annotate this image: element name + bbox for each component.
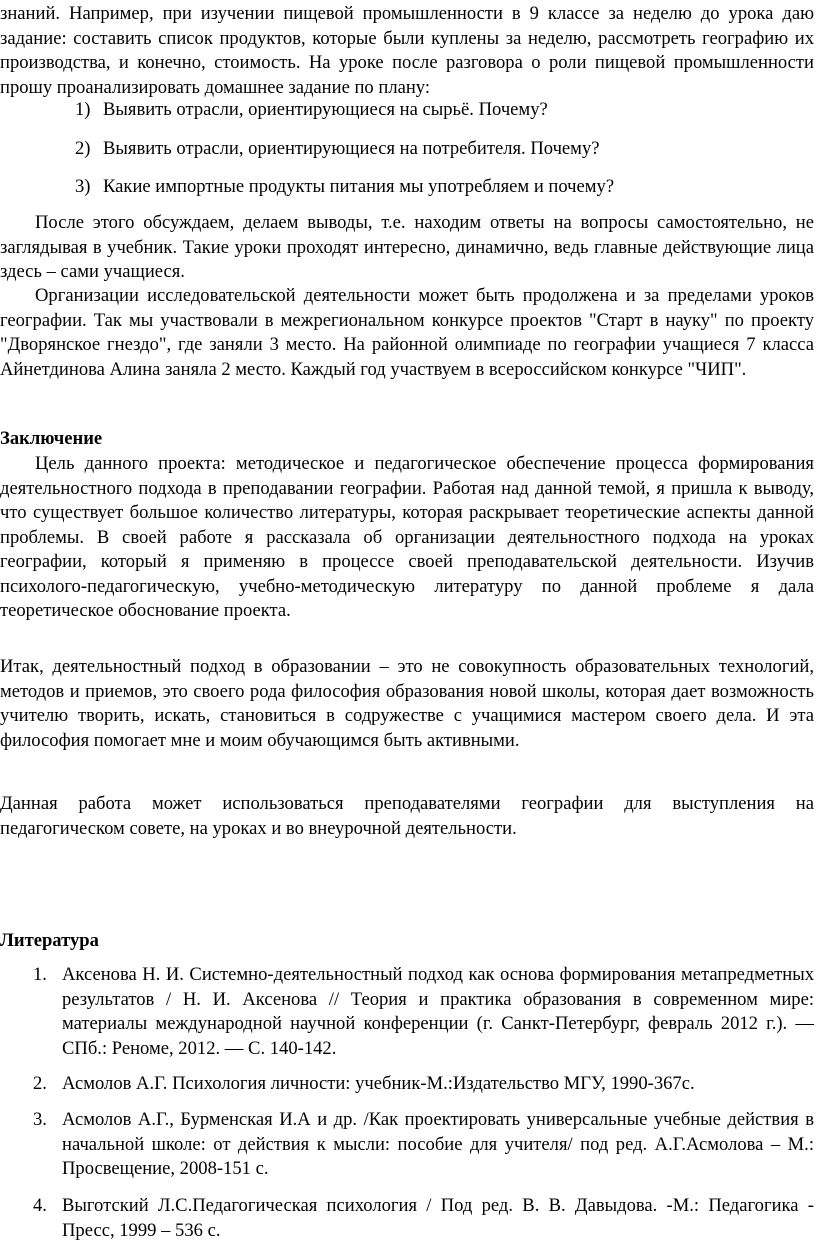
conclusion-paragraph: Данная работа может использоваться преподавателями географии для выступления на педагогическом совете, на уроках и во внеурочной деятельности.: [0, 793, 814, 839]
body-paragraph: После этого обсуждаем, делаем выводы, т.е. находим ответы на вопросы самостоятельно, не заглядывая в учебник. Такие уроки проходят интересно, динамично, ведь главные действующие лица здесь – сами учащиеся.: [0, 212, 814, 282]
conclusion-paragraph: Цель данного проекта: методическое и педагогическое обеспечение процесса формирования деятельностного подхода в преподавании географии. Работая над данной темой, я пришла к выводу, что существует большое количество литературы, которая раскрывает теоретические аспекты данной проблемы. В своей работе я рассказала об организации деятельностного подхода на уроках географии, который я применяю в процессе своей преподавательской деятельности. Изучив психолого-педагогическую, учебно-методическую литературу по данной проблеме я дала теоретическое обоснование проекта.: [0, 453, 814, 621]
intro-paragraph: знаний. Например, при изучении пищевой промышленности в 9 классе за неделю до урока даю задание: составить список продуктов, которые были куплены за неделю, рассмотреть географию их производства, и конечно, стоимость. На уроке после разговора о роли пищевой промышленности прошу проанализировать домашнее задание по плану:: [0, 3, 814, 98]
plan-item-number: 2): [75, 138, 91, 159]
literature-item-text: Аксенова Н. И. Системно-деятельностный подход как основа формирования метапредметных результатов / Н. И. Аксенова // Теория и практика образования в современном мире: материалы международной научной конференции (г. Санкт-Петербург, февраль 2012 г.). — СПб.: Реноме, 2012. — С. 140-142.: [62, 964, 814, 1059]
plan-item-text: Выявить отрасли, ориентирующиеся на сырьё. Почему?: [103, 99, 548, 120]
literature-heading: Литература: [0, 930, 99, 951]
body-paragraph: Организации исследовательской деятельности может быть продолжена и за пределами уроков географии. Так мы участвовали в межрегиональном конкурсе проектов "Старт в науку" по проекту "Дворянское гнездо", где заняли 3 место. На районной олимпиаде по географии учащиеся 7 класса Айнетдинова Алина заняла 2 место. Каждый год участвуем в всероссийском конкурсе "ЧИП".: [0, 285, 814, 380]
conclusion-paragraph: Итак, деятельностный подход в образовании – это не совокупность образовательных технологий, методов и приемов, это своего рода философия образования новой школы, которая дает возможность учителю творить, искать, становиться в содружестве с учащимися мастером своего дела. И эта философия помогает мне и моим обучающимся быть активными.: [0, 656, 814, 751]
plan-item-text: Выявить отрасли, ориентирующиеся на потребителя. Почему?: [103, 138, 600, 159]
literature-item-text: Асмолов А.Г. Психология личности: учебник-М.:Издательство МГУ, 1990-367с.: [62, 1073, 695, 1094]
plan-item-number: 1): [75, 99, 91, 120]
literature-item-number: 2.: [33, 1073, 47, 1094]
literature-item-text: Выготский Л.С.Педагогическая психология / Под ред. В. В. Давыдова. -М.: Педагогика - Пресс, 1999 – 536 с.: [62, 1195, 814, 1241]
plan-item-text: Какие импортные продукты питания мы употребляем и почему?: [103, 176, 615, 197]
literature-item-text: Асмолов А.Г., Бурменская И.А и др. /Как проектировать универсальные учебные действия в начальной школе: от действия к мысли: пособие для учителя/ под ред. А.Г.Асмолова – М.: Просвещение, 2008-151 с.: [62, 1109, 814, 1179]
literature-item-number: 4.: [33, 1195, 47, 1216]
literature-item-number: 3.: [33, 1109, 47, 1130]
plan-item-number: 3): [75, 176, 91, 197]
literature-item-number: 1.: [33, 964, 47, 985]
conclusion-heading: Заключение: [0, 428, 103, 449]
